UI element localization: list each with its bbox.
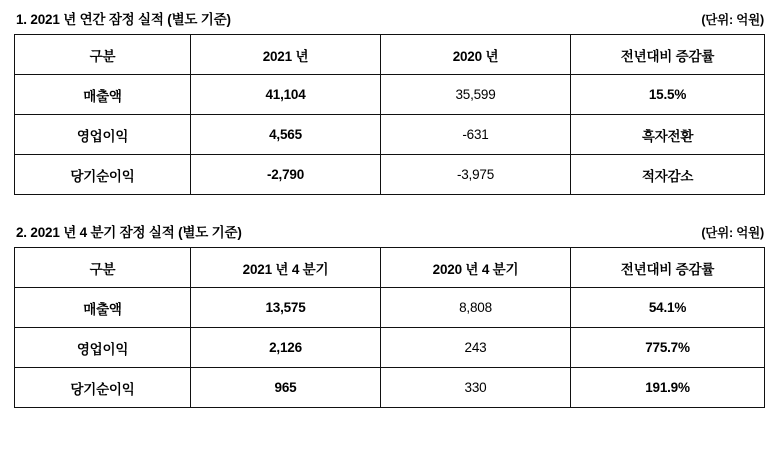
cell-previous-quarter: 8,808 (381, 288, 571, 328)
cell-previous-quarter: 243 (381, 328, 571, 368)
column-header-current-quarter: 2021 년 4 분기 (191, 248, 381, 288)
cell-previous-year: -3,975 (381, 155, 571, 195)
cell-current-year: 4,565 (191, 115, 381, 155)
column-header-yoy-change: 전년대비 증감률 (571, 248, 765, 288)
table-header-row (15, 35, 765, 75)
row-label: 매출액 (15, 288, 191, 328)
table-row (15, 328, 765, 368)
q4-results-table (14, 247, 765, 408)
row-label: 매출액 (15, 75, 191, 115)
row-label: 영업이익 (15, 328, 191, 368)
table-row (15, 155, 765, 195)
cell-yoy-change: 191.9% (571, 368, 765, 408)
cell-yoy-change: 54.1% (571, 288, 765, 328)
cell-current-quarter: 13,575 (191, 288, 381, 328)
table-header-row (15, 248, 765, 288)
cell-current-year: 41,104 (191, 75, 381, 115)
section-unit-note: (단위: 억원) (701, 13, 764, 27)
row-label: 영업이익 (15, 115, 191, 155)
column-header-category: 구분 (15, 35, 191, 75)
section-unit-note: (단위: 억원) (701, 226, 764, 240)
table-row (15, 368, 765, 408)
column-header-yoy-change: 전년대비 증감률 (571, 35, 765, 75)
annual-results-table (14, 34, 765, 195)
table-row (15, 288, 765, 328)
cell-current-quarter: 965 (191, 368, 381, 408)
cell-yoy-change: 15.5% (571, 75, 765, 115)
cell-yoy-change: 흑자전환 (571, 115, 765, 155)
cell-previous-quarter: 330 (381, 368, 571, 408)
section-header (14, 221, 766, 247)
cell-current-year: -2,790 (191, 155, 381, 195)
row-label: 당기순이익 (15, 155, 191, 195)
cell-current-quarter: 2,126 (191, 328, 381, 368)
cell-previous-year: 35,599 (381, 75, 571, 115)
section-annual-results (14, 8, 766, 195)
section-q4-results (14, 221, 766, 408)
section-title: 2. 2021 년 4 분기 잠정 실적 (별도 기준) (16, 225, 242, 240)
column-header-previous-quarter: 2020 년 4 분기 (381, 248, 571, 288)
row-label: 당기순이익 (15, 368, 191, 408)
table-row (15, 115, 765, 155)
column-header-category: 구분 (15, 248, 191, 288)
cell-yoy-change: 775.7% (571, 328, 765, 368)
section-header (14, 8, 766, 34)
column-header-previous-year: 2020 년 (381, 35, 571, 75)
column-header-current-year: 2021 년 (191, 35, 381, 75)
cell-yoy-change: 적자감소 (571, 155, 765, 195)
cell-previous-year: -631 (381, 115, 571, 155)
section-title: 1. 2021 년 연간 잠정 실적 (별도 기준) (16, 12, 231, 27)
table-row (15, 75, 765, 115)
